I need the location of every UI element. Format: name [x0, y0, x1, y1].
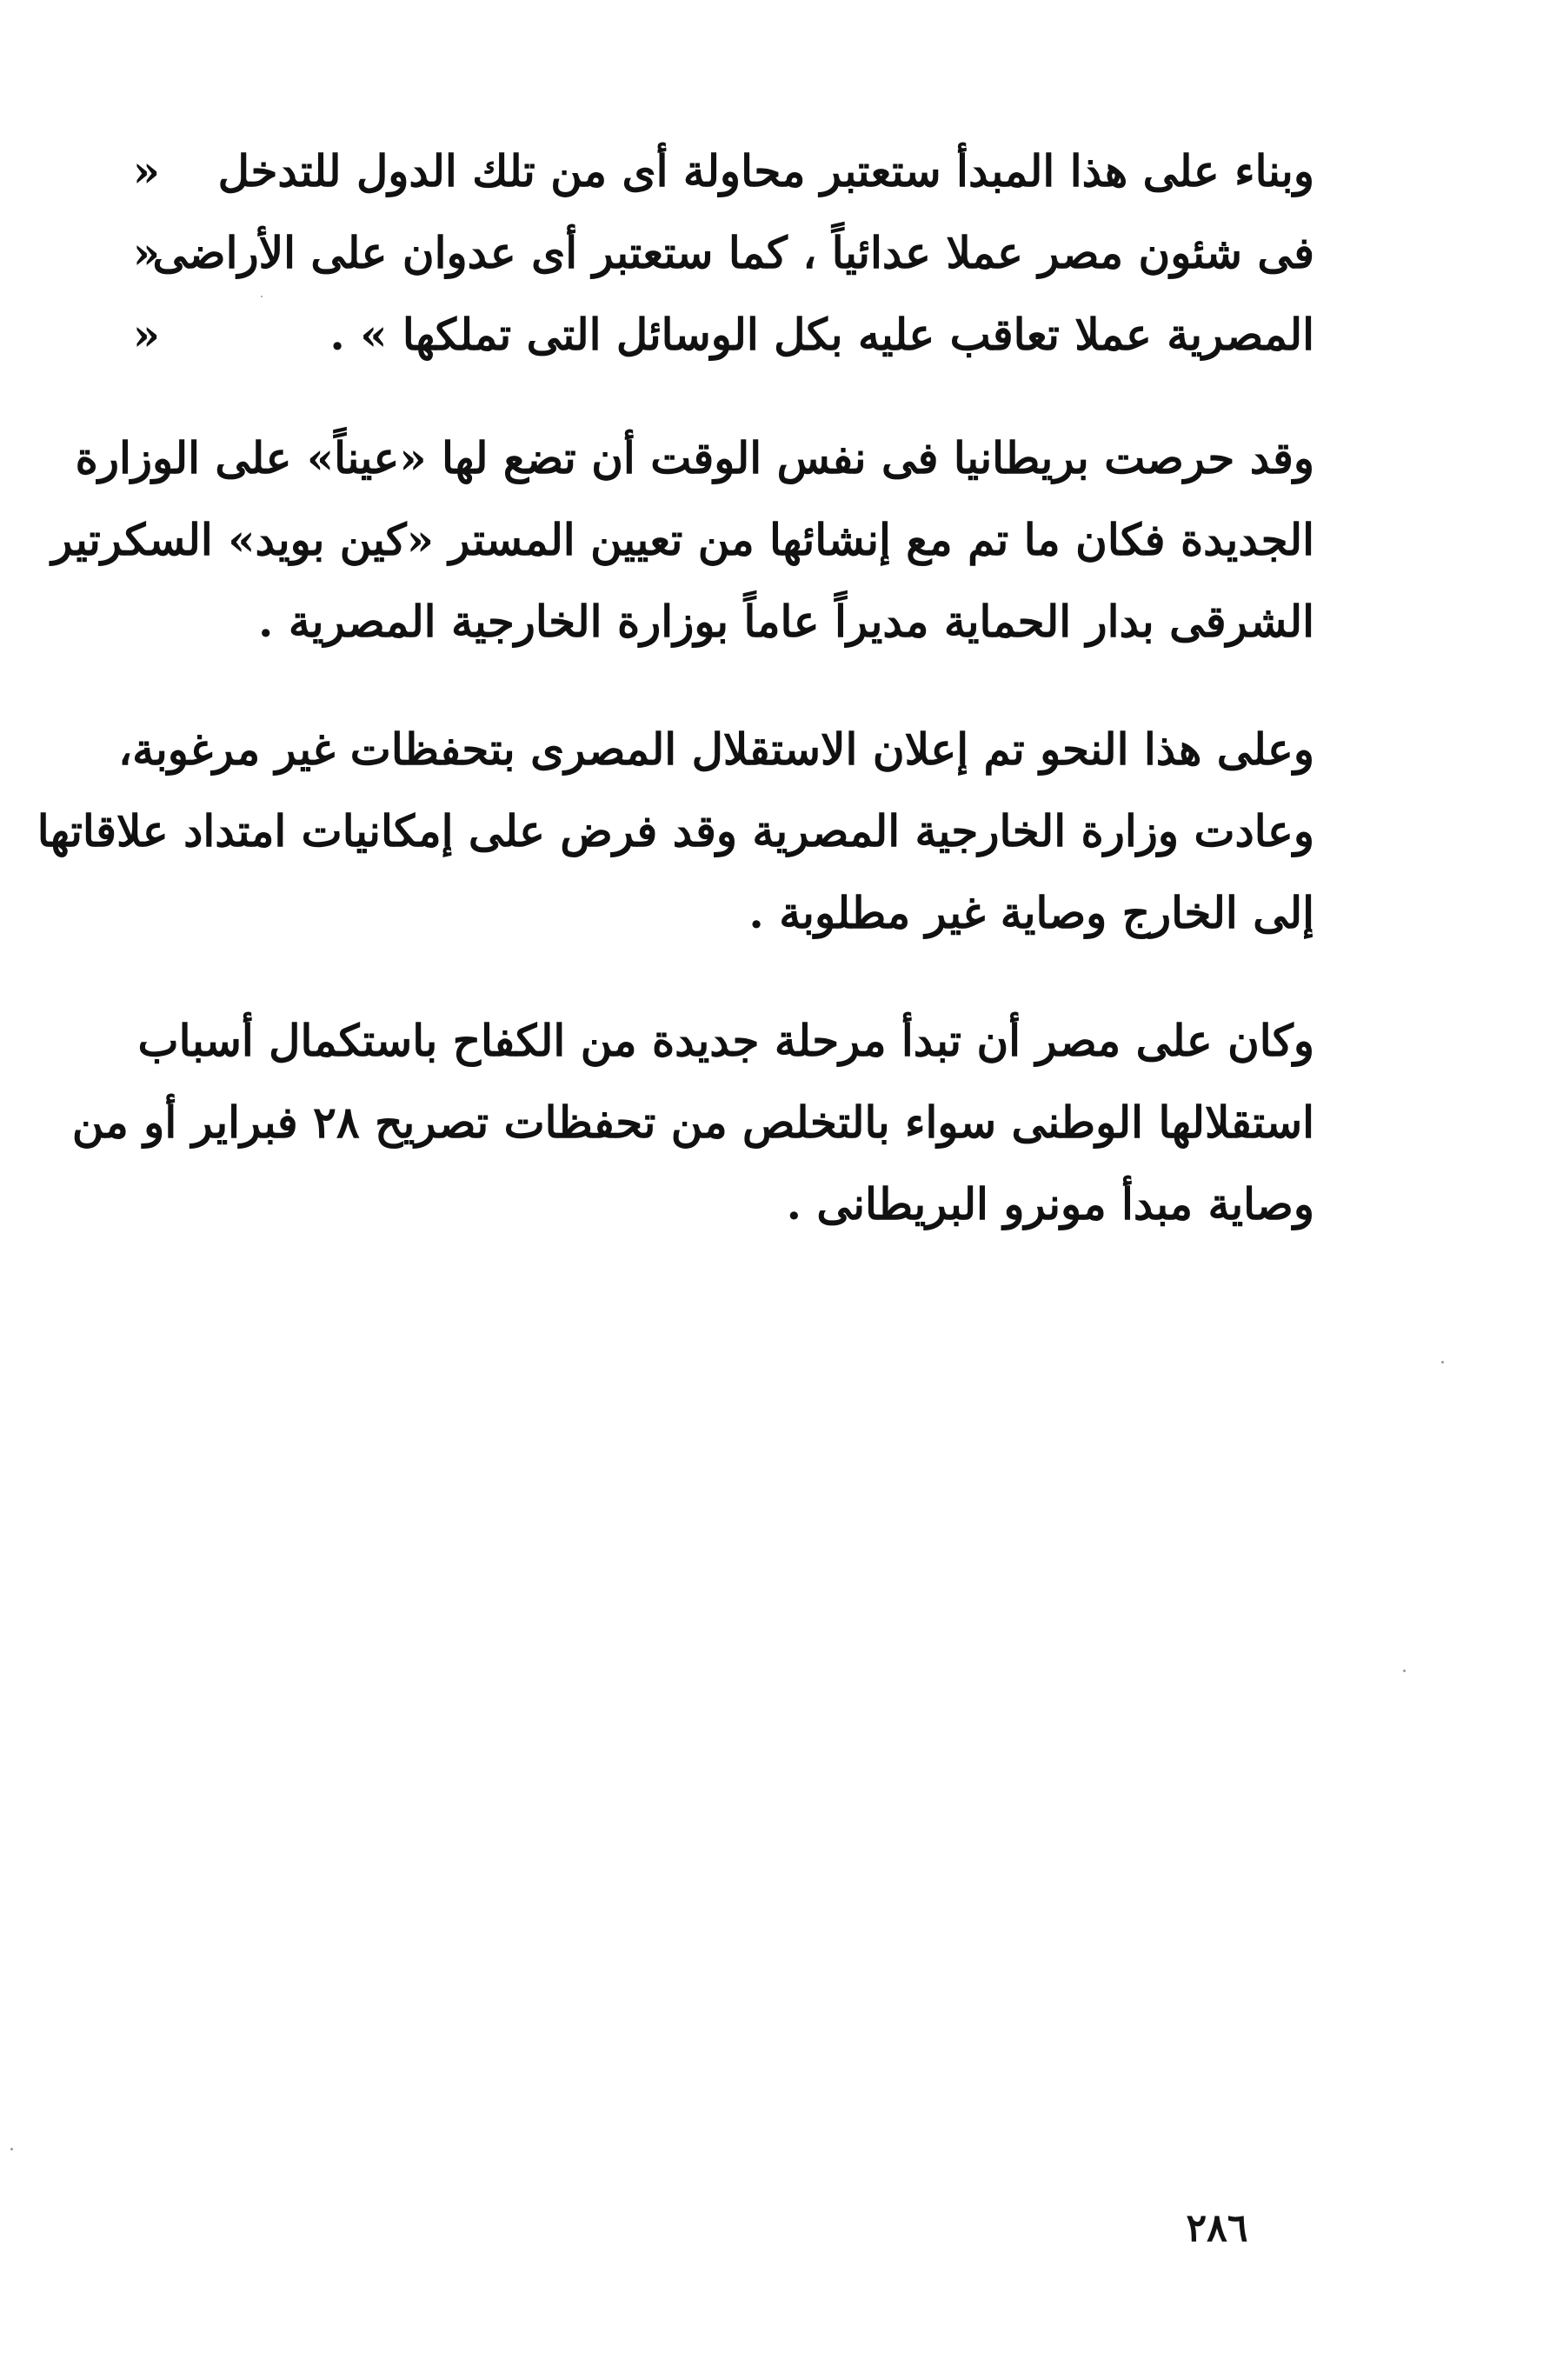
- quote-mark: «: [132, 309, 160, 360]
- quoted-paragraph: [132, 130, 1314, 376]
- quote-mark: «: [132, 145, 160, 197]
- line-text: فى شئون مصر عملا عدائياً ، كما ستعتبر أى عدوان على الأراضى: [152, 227, 1314, 278]
- quote-mark: «: [132, 227, 160, 278]
- body-paragraph: [51, 417, 1314, 663]
- paragraph-line: وعادت وزارة الخارجية المصرية وقد فرض على إمكانيات امتداد علاقاتها: [37, 805, 1314, 857]
- line-text: المصرية عملا تعاقب عليه بكل الوسائل التى تملكها » .: [329, 309, 1314, 360]
- scan-speck: [1403, 1670, 1406, 1672]
- line-text: وبناء على هذا المبدأ ستعتبر محاولة أى من تلك الدول للتدخل: [217, 145, 1314, 197]
- paragraph-line: وقد حرصت بريطانيا فى نفس الوقت أن تضع لها «عيناً» على الوزارة: [75, 432, 1314, 483]
- paragraph-line: وصاية مبدأ مونرو البريطانى .: [786, 1178, 1314, 1230]
- paragraph-line: وكان على مصر أن تبدأ مرحلة جديدة من الكفاح باستكمال أسباب: [137, 1015, 1314, 1066]
- paragraph-line: الجديدة فكان ما تم مع إنشائها من تعيين المستر «كين بويد» السكرتير: [51, 514, 1314, 565]
- paragraph-line: وعلى هذا النحو تم إعلان الاستقلال المصرى بتحفظات غير مرغوبة،: [117, 723, 1314, 775]
- body-paragraph: [37, 709, 1314, 954]
- paragraph-line: إلى الخارج وصاية غير مطلوبة .: [748, 887, 1314, 938]
- scan-speck: [10, 2148, 13, 2150]
- paragraph-line: الشرقى بدار الحماية مديراً عاماً بوزارة الخارجية المصرية .: [258, 596, 1314, 647]
- body-paragraph: [71, 1000, 1314, 1245]
- scan-speck: [1441, 1361, 1444, 1363]
- page-number: ٢٨٦: [1186, 2206, 1248, 2250]
- scan-speck: [261, 296, 263, 297]
- paragraph-line: [132, 212, 1314, 294]
- paragraph-line: [132, 130, 1314, 212]
- paragraph-line: استقلالها الوطنى سواء بالتخلص من تحفظات تصريح ٢٨ فبراير أو من: [71, 1097, 1314, 1148]
- paragraph-line: [132, 294, 1314, 376]
